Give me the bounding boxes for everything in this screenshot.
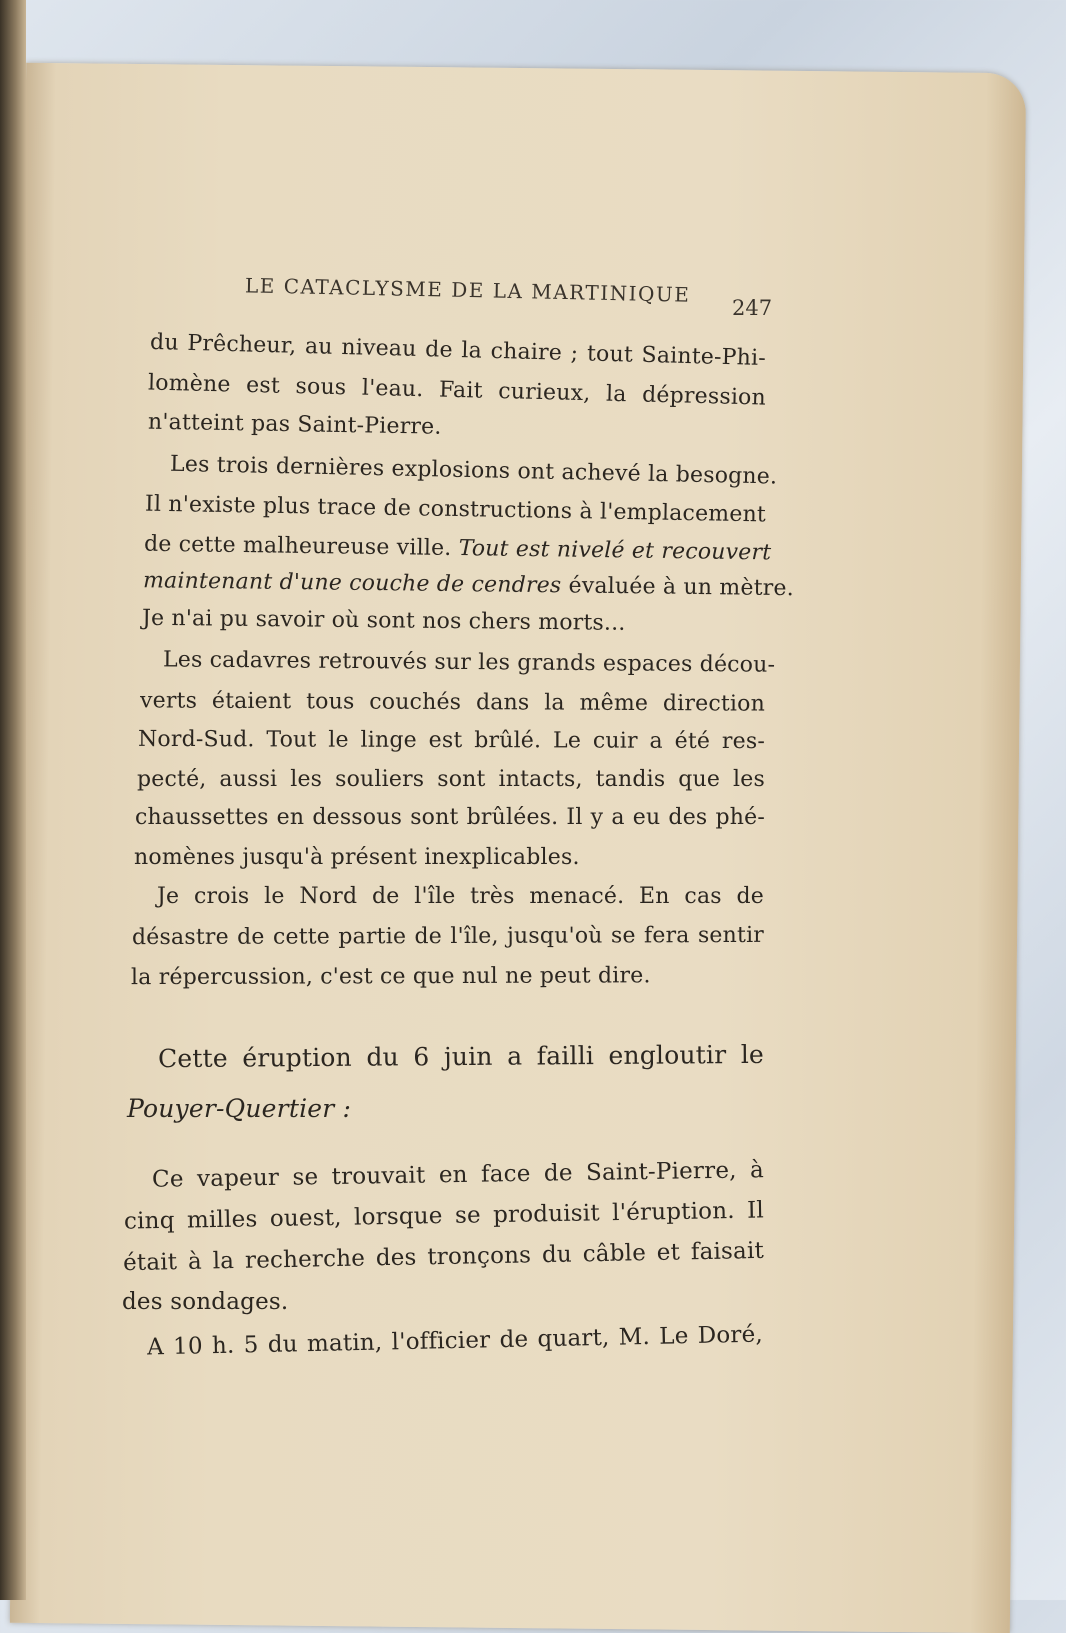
text-line: pecté, aussi les souliers sont intacts, tandis que les bbox=[137, 767, 765, 792]
text-line: n'atteint pas Saint-Pierre. bbox=[147, 409, 442, 440]
text-line: Cette éruption du 6 juin a failli engloutir le bbox=[157, 1039, 765, 1074]
page-number: 247 bbox=[732, 296, 773, 320]
text-line: désastre de cette partie de l'île, jusqu'où se fera sentir bbox=[131, 922, 765, 951]
text-line: Les trois dernières explosions ont achevé la besogne. bbox=[169, 451, 778, 490]
text-segment: de cette malheureuse ville. bbox=[143, 531, 459, 562]
book-gutter bbox=[0, 0, 26, 1600]
text-line: Ce vapeur se trouvait en face de Saint-Pierre, à bbox=[151, 1157, 765, 1193]
ship-name: Pouyer-Quertier : bbox=[127, 1094, 352, 1123]
text-line: chaussettes en dessous sont brûlées. Il y a eu des phé- bbox=[135, 805, 765, 830]
text-line: verts étaient tous couchés dans la même direction bbox=[139, 688, 766, 717]
text-line: A 10 h. 5 du matin, l'officier de quart, M. Le Doré, bbox=[146, 1321, 764, 1361]
text-line bbox=[127, 1094, 727, 1123]
text-line: était à la recherche des tronçons du câble et faisait bbox=[122, 1237, 765, 1277]
text-line: cinq milles ouest, lorsque se produisit l'éruption. Il bbox=[123, 1197, 765, 1235]
italic-segment: maintenant d'une couche de cendres bbox=[142, 568, 562, 599]
text-line: Je n'ai pu savoir où sont nos chers morts... bbox=[141, 605, 626, 636]
italic-segment: Tout est nivelé et recouvert bbox=[458, 536, 772, 566]
text-line: Les cadavres retrouvés sur les grands espaces décou- bbox=[162, 647, 776, 678]
text-line: Nord-Sud. Tout le linge est brûlé. Le cuir a été res- bbox=[137, 726, 766, 755]
text-line: Je crois le Nord de l'île très menacé. En cas de bbox=[157, 884, 764, 909]
text-line: des sondages. bbox=[122, 1289, 289, 1315]
text-line: nomènes jusqu'à présent inexplicables. bbox=[134, 845, 580, 870]
running-title: LE CATACLYSME DE LA MARTINIQUE bbox=[244, 273, 691, 307]
text-line: lomène est sous l'eau. Fait curieux, la dépression bbox=[147, 370, 767, 411]
text-line: Il n'existe plus trace de constructions à l'emplacement bbox=[144, 491, 767, 528]
text-line: la répercussion, c'est ce que nul ne peut dire. bbox=[130, 963, 651, 991]
text-segment: évaluée à un mètre. bbox=[561, 573, 795, 602]
text-line: du Prêcheur, au niveau de la chaire ; tout Sainte-Phi- bbox=[149, 329, 767, 372]
